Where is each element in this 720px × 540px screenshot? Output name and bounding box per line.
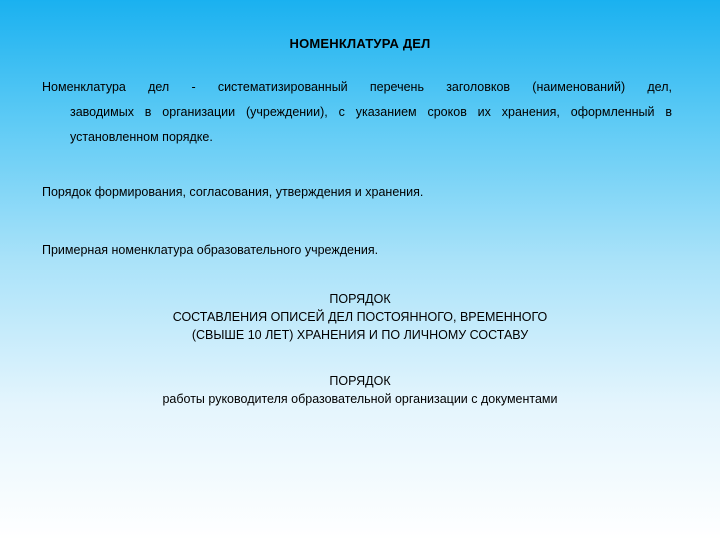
inventory-order-block	[0, 290, 720, 344]
order-paragraph: Порядок формирования, согласования, утверждения и хранения.	[42, 185, 424, 199]
manager-order-heading: ПОРЯДОК	[329, 374, 391, 388]
definition-continuation: заводимых в организации (учреждении), с указанием сроков их хранения, оформленный в установленном порядке.	[70, 105, 672, 144]
definition-first-line: Номенклатура дел - систематизированный перечень заголовков (наименований) дел,	[42, 80, 672, 94]
inventory-order-heading: ПОРЯДОК	[329, 292, 391, 306]
sample-paragraph: Примерная номенклатура образовательного учреждения.	[42, 243, 379, 257]
page-title: НОМЕНКЛАТУРА ДЕЛ	[289, 36, 431, 51]
manager-order-line-2: работы руководителя образовательной организации с документами	[162, 392, 558, 406]
inventory-order-line-3: (СВЫШЕ 10 ЛЕТ) ХРАНЕНИЯ И ПО ЛИЧНОМУ СОСТАВУ	[191, 328, 529, 342]
manager-order-block	[0, 372, 720, 408]
inventory-order-line-2: СОСТАВЛЕНИЯ ОПИСЕЙ ДЕЛ ПОСТОЯННОГО, ВРЕМЕННОГО	[172, 310, 548, 324]
definition-paragraph	[42, 75, 672, 150]
